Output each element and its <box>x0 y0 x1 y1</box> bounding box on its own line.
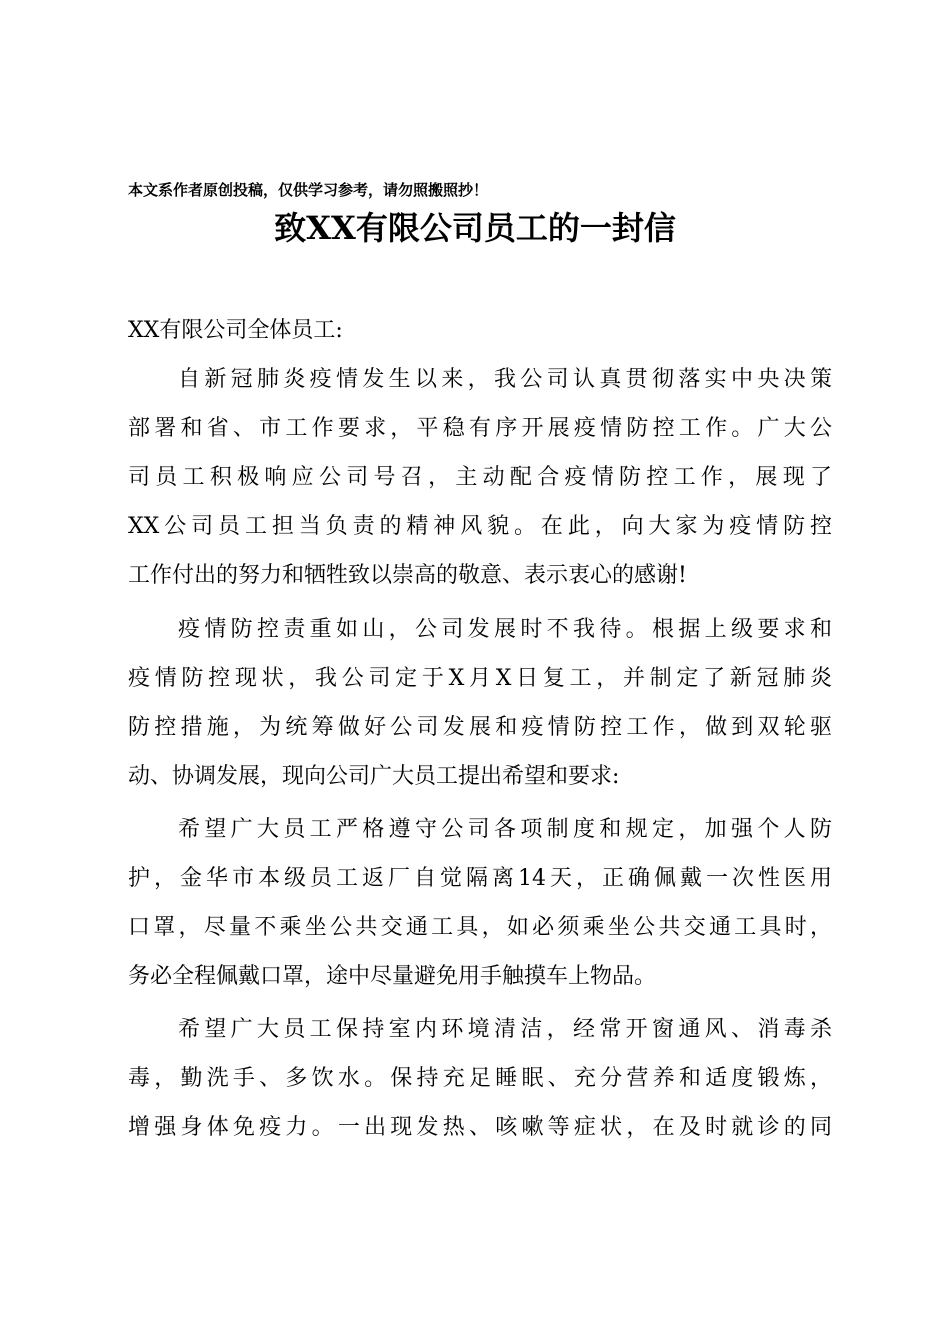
paragraph <box>128 355 832 600</box>
paragraph-line: 毒，勤洗手、多饮水。保持充足睡眠、充分营养和适度锻炼， <box>128 1066 832 1091</box>
letter-title: 致XX有限公司员工的一封信 <box>274 209 676 247</box>
paragraph-line: 动、协调发展，现向公司广大员工提出希望和要求: <box>128 764 620 789</box>
copyright-notice: 本文系作者原创投稿，仅供学习参考，请勿照搬照抄！ <box>128 181 489 199</box>
paragraph-line: 希望广大员工保持室内环境清洁，经常开窗通风、消毒杀 <box>178 1017 832 1042</box>
paragraph-line: 疫情防控责重如山，公司发展时不我待。根据上级要求和 <box>178 617 832 642</box>
paragraph-line: 防控措施，为统筹做好公司发展和疫情防控工作，做到双轮驱 <box>128 715 832 740</box>
paragraph-line: XX公司员工担当负责的精神风貌。在此，向大家为疫情防控 <box>128 514 832 539</box>
salutation: XX有限公司全体员工: <box>128 318 343 343</box>
paragraph-line: 务必全程佩戴口罩，途中尽量避免用手触摸车上物品。 <box>128 964 657 989</box>
paragraph <box>128 1005 832 1152</box>
paragraph-line: 自新冠肺炎疫情发生以来，我公司认真贯彻落实中央决策 <box>178 367 832 392</box>
paragraph-line: 部署和省、市工作要求，平稳有序开展疫情防控工作。广大公 <box>128 416 832 441</box>
paragraph-line: 增强身体免疫力。一出现发热、咳嗽等症状，在及时就诊的同 <box>128 1115 832 1140</box>
paragraph-line: 护，金华市本级员工返厂自觉隔离14天，正确佩戴一次性医用 <box>128 866 832 891</box>
paragraph <box>128 805 832 1001</box>
paragraph <box>128 605 832 801</box>
paragraph-line: 工作付出的努力和牺牲致以崇高的敬意、表示衷心的感谢! <box>128 563 687 588</box>
paragraph-line: 希望广大员工严格遵守公司各项制度和规定，加强个人防 <box>178 817 832 842</box>
paragraph-line: 司员工积极响应公司号召，主动配合疫情防控工作，展现了 <box>128 465 832 490</box>
paragraph-line: 疫情防控现状，我公司定于X月X日复工，并制定了新冠肺炎 <box>128 666 832 691</box>
paragraph-line: 口罩，尽量不乘坐公共交通工具，如必须乘坐公共交通工具时， <box>128 915 832 940</box>
